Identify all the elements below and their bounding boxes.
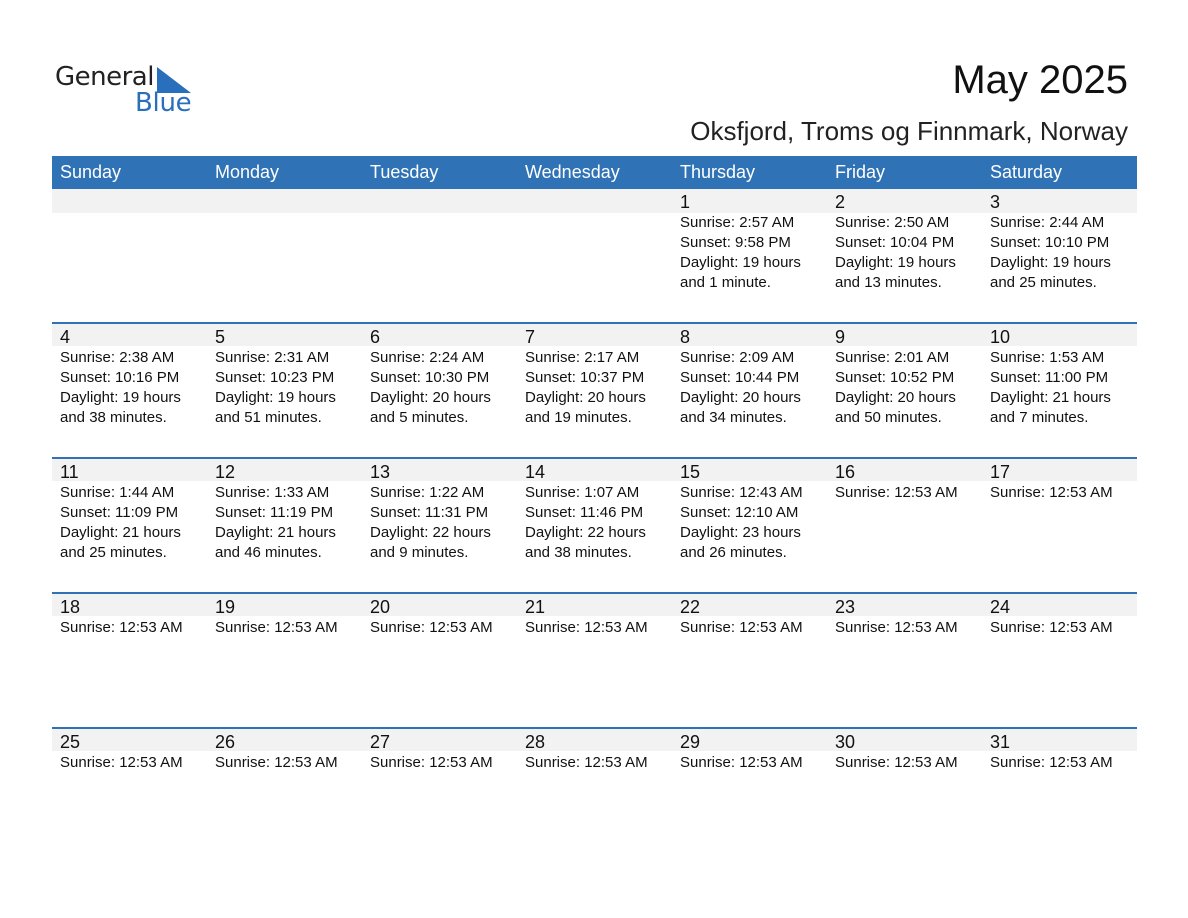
day-cell bbox=[982, 189, 1137, 293]
week-cells bbox=[52, 592, 1137, 638]
day-info-line: Sunrise: 2:57 AM bbox=[680, 214, 795, 231]
day-number: 28 bbox=[525, 732, 546, 752]
day-number: 3 bbox=[990, 192, 1001, 212]
day-info-line: Daylight: 22 hours bbox=[525, 524, 646, 541]
day-number: 24 bbox=[990, 597, 1011, 617]
day-number: 27 bbox=[370, 732, 391, 752]
day-info-line: Sunset: 10:23 PM bbox=[215, 369, 335, 386]
day-number: 22 bbox=[680, 597, 701, 617]
day-cell bbox=[362, 592, 517, 638]
day-info-line: Sunrise: 2:31 AM bbox=[215, 349, 330, 366]
day-info-line: Sunset: 11:09 PM bbox=[60, 504, 179, 521]
day-number: 7 bbox=[525, 327, 536, 347]
day-cell bbox=[362, 189, 517, 293]
day-info-line: Sunset: 10:44 PM bbox=[680, 369, 800, 386]
day-number: 20 bbox=[370, 597, 391, 617]
day-info-line: Sunset: 10:52 PM bbox=[835, 369, 955, 386]
day-info-line: Sunrise: 2:24 AM bbox=[370, 349, 485, 366]
day-info-line: Sunrise: 12:53 AM bbox=[680, 754, 803, 771]
calendar-week bbox=[52, 322, 1137, 457]
week-cells bbox=[52, 457, 1137, 563]
day-number bbox=[215, 189, 362, 213]
day-info-line: and 34 minutes. bbox=[680, 409, 787, 426]
day-info-line: Sunrise: 12:53 AM bbox=[525, 619, 648, 636]
day-info-line: Sunrise: 2:38 AM bbox=[60, 349, 175, 366]
day-info-line: Sunrise: 2:09 AM bbox=[680, 349, 795, 366]
day-cell bbox=[827, 457, 982, 563]
day-info-line: Sunrise: 1:33 AM bbox=[215, 484, 330, 501]
day-cell bbox=[672, 322, 827, 428]
calendar-week bbox=[52, 189, 1137, 322]
day-info-line: Sunset: 11:46 PM bbox=[525, 504, 644, 521]
day-cell bbox=[672, 457, 827, 563]
day-cell bbox=[207, 592, 362, 638]
day-cell bbox=[982, 322, 1137, 428]
day-info-line: and 25 minutes. bbox=[60, 544, 167, 561]
day-number: 4 bbox=[60, 327, 71, 347]
day-info-line: and 7 minutes. bbox=[990, 409, 1089, 426]
weekday-wednesday: Wednesday bbox=[525, 162, 620, 182]
day-info-line: Sunrise: 12:53 AM bbox=[60, 754, 183, 771]
day-number: 11 bbox=[60, 462, 79, 482]
day-cell bbox=[517, 189, 672, 293]
day-info-line: Sunset: 10:37 PM bbox=[525, 369, 645, 386]
calendar-week bbox=[52, 727, 1137, 862]
day-cell bbox=[982, 592, 1137, 638]
day-info-line: Sunrise: 12:53 AM bbox=[835, 484, 958, 501]
day-info-line: Sunrise: 12:53 AM bbox=[835, 619, 958, 636]
day-number: 1 bbox=[680, 192, 691, 212]
day-info-line: Sunrise: 1:07 AM bbox=[525, 484, 640, 501]
week-cells bbox=[52, 189, 1137, 293]
day-info-line: Sunrise: 12:53 AM bbox=[370, 754, 493, 771]
day-cell bbox=[52, 592, 207, 638]
day-info-line: and 1 minute. bbox=[680, 274, 771, 291]
day-info-line: Daylight: 19 hours bbox=[60, 389, 181, 406]
day-cell bbox=[207, 322, 362, 428]
day-info-line: Sunrise: 12:53 AM bbox=[215, 754, 338, 771]
day-number: 25 bbox=[60, 732, 81, 752]
logo-text-general: General bbox=[55, 62, 154, 92]
day-number bbox=[60, 189, 207, 213]
day-info-line: Sunset: 9:58 PM bbox=[680, 234, 791, 251]
day-number: 14 bbox=[525, 462, 546, 482]
day-cell bbox=[827, 189, 982, 293]
day-cell bbox=[827, 322, 982, 428]
day-info-line: Sunset: 10:10 PM bbox=[990, 234, 1110, 251]
day-number: 30 bbox=[835, 732, 856, 752]
day-number: 5 bbox=[215, 327, 226, 347]
day-info-line: Sunset: 10:04 PM bbox=[835, 234, 955, 251]
day-info-line: and 5 minutes. bbox=[370, 409, 469, 426]
day-info-line: Sunrise: 1:53 AM bbox=[990, 349, 1105, 366]
day-info-line: Daylight: 23 hours bbox=[680, 524, 801, 541]
day-number: 21 bbox=[525, 597, 546, 617]
day-cell bbox=[52, 189, 207, 293]
day-number: 9 bbox=[835, 327, 846, 347]
weekday-tuesday: Tuesday bbox=[370, 162, 439, 182]
weekday-saturday: Saturday bbox=[990, 162, 1063, 182]
day-number bbox=[525, 189, 672, 213]
calendar-week bbox=[52, 592, 1137, 727]
day-cell bbox=[827, 592, 982, 638]
calendar-grid bbox=[52, 156, 1137, 862]
day-info-line: Sunrise: 12:53 AM bbox=[835, 754, 958, 771]
day-info-line: Sunrise: 2:44 AM bbox=[990, 214, 1105, 231]
weekday-thursday: Thursday bbox=[680, 162, 756, 182]
day-cell bbox=[52, 727, 207, 773]
day-cell bbox=[207, 457, 362, 563]
day-cell bbox=[982, 727, 1137, 773]
day-cell bbox=[207, 727, 362, 773]
day-info-line: Sunrise: 12:53 AM bbox=[990, 754, 1113, 771]
day-info-line: Daylight: 22 hours bbox=[370, 524, 491, 541]
calendar-week bbox=[52, 457, 1137, 592]
day-info-line: Daylight: 21 hours bbox=[215, 524, 336, 541]
day-info-line: Daylight: 19 hours bbox=[990, 254, 1111, 271]
logo-text-blue: Blue bbox=[135, 88, 192, 118]
day-info-line: and 9 minutes. bbox=[370, 544, 469, 561]
location-subtitle: Oksfjord, Troms og Finnmark, Norway bbox=[690, 116, 1128, 146]
day-info-line: Daylight: 20 hours bbox=[835, 389, 956, 406]
day-number: 29 bbox=[680, 732, 701, 752]
day-info-line: Daylight: 20 hours bbox=[525, 389, 646, 406]
calendar-weeks bbox=[52, 189, 1137, 862]
day-info-line: Sunrise: 12:53 AM bbox=[60, 619, 183, 636]
weekday-header bbox=[52, 156, 1137, 189]
day-info-line: Sunrise: 12:43 AM bbox=[680, 484, 803, 501]
day-info-line: Sunrise: 12:53 AM bbox=[525, 754, 648, 771]
day-number: 16 bbox=[835, 462, 856, 482]
weekday-friday: Friday bbox=[835, 162, 886, 182]
day-cell bbox=[517, 727, 672, 773]
day-info-line: and 26 minutes. bbox=[680, 544, 787, 561]
day-number: 31 bbox=[990, 732, 1011, 752]
day-number: 19 bbox=[215, 597, 236, 617]
day-info-line: Sunrise: 1:22 AM bbox=[370, 484, 485, 501]
day-info-line: Daylight: 21 hours bbox=[990, 389, 1111, 406]
day-info-line: Daylight: 20 hours bbox=[680, 389, 801, 406]
day-cell bbox=[52, 322, 207, 428]
day-info-line: and 46 minutes. bbox=[215, 544, 322, 561]
day-info-line: Daylight: 20 hours bbox=[370, 389, 491, 406]
day-number: 12 bbox=[215, 462, 236, 482]
day-number: 8 bbox=[680, 327, 691, 347]
day-info-line: Sunset: 11:31 PM bbox=[370, 504, 489, 521]
day-info-line: and 25 minutes. bbox=[990, 274, 1097, 291]
day-info-line: Daylight: 21 hours bbox=[60, 524, 181, 541]
day-cell bbox=[827, 727, 982, 773]
day-info-line: Sunset: 10:30 PM bbox=[370, 369, 490, 386]
day-info-line: Sunrise: 12:53 AM bbox=[215, 619, 338, 636]
day-info-line: Sunrise: 1:44 AM bbox=[60, 484, 175, 501]
day-info-line: and 51 minutes. bbox=[215, 409, 322, 426]
day-number: 23 bbox=[835, 597, 856, 617]
day-info-line: Daylight: 19 hours bbox=[215, 389, 336, 406]
day-info-line: and 50 minutes. bbox=[835, 409, 942, 426]
day-number: 17 bbox=[990, 462, 1011, 482]
day-info-line: Sunrise: 2:01 AM bbox=[835, 349, 950, 366]
day-number: 18 bbox=[60, 597, 81, 617]
generalblue-logo bbox=[55, 62, 205, 122]
day-info-line: and 38 minutes. bbox=[60, 409, 167, 426]
day-info-line: Sunset: 12:10 AM bbox=[680, 504, 799, 521]
day-info-line: Sunrise: 12:53 AM bbox=[990, 484, 1113, 501]
day-info-line: and 13 minutes. bbox=[835, 274, 942, 291]
day-info-line: Sunset: 11:19 PM bbox=[215, 504, 334, 521]
day-cell bbox=[207, 189, 362, 293]
day-number: 13 bbox=[370, 462, 391, 482]
day-number: 15 bbox=[680, 462, 701, 482]
page-title: May 2025 bbox=[952, 58, 1128, 102]
day-info-line: Daylight: 19 hours bbox=[680, 254, 801, 271]
day-info-line: Sunrise: 12:53 AM bbox=[370, 619, 493, 636]
day-number: 2 bbox=[835, 192, 846, 212]
day-info-line: and 19 minutes. bbox=[525, 409, 632, 426]
day-number: 6 bbox=[370, 327, 381, 347]
day-number: 10 bbox=[990, 327, 1011, 347]
day-cell bbox=[362, 322, 517, 428]
day-number bbox=[370, 189, 517, 213]
day-cell bbox=[52, 457, 207, 563]
day-number: 26 bbox=[215, 732, 236, 752]
day-cell bbox=[517, 322, 672, 428]
day-cell bbox=[672, 592, 827, 638]
week-cells bbox=[52, 727, 1137, 773]
day-cell bbox=[517, 592, 672, 638]
day-info-line: and 38 minutes. bbox=[525, 544, 632, 561]
day-info-line: Sunrise: 2:50 AM bbox=[835, 214, 950, 231]
day-cell bbox=[362, 457, 517, 563]
day-cell bbox=[362, 727, 517, 773]
week-cells bbox=[52, 322, 1137, 428]
day-info-line: Daylight: 19 hours bbox=[835, 254, 956, 271]
day-cell bbox=[982, 457, 1137, 563]
weekday-sunday: Sunday bbox=[60, 162, 122, 182]
day-info-line: Sunrise: 12:53 AM bbox=[680, 619, 803, 636]
weekday-monday: Monday bbox=[215, 162, 280, 182]
day-cell bbox=[517, 457, 672, 563]
day-info-line: Sunrise: 2:17 AM bbox=[525, 349, 640, 366]
day-cell bbox=[672, 727, 827, 773]
day-info-line: Sunset: 11:00 PM bbox=[990, 369, 1109, 386]
day-info-line: Sunset: 10:16 PM bbox=[60, 369, 180, 386]
day-info-line: Sunrise: 12:53 AM bbox=[990, 619, 1113, 636]
day-cell bbox=[672, 189, 827, 293]
